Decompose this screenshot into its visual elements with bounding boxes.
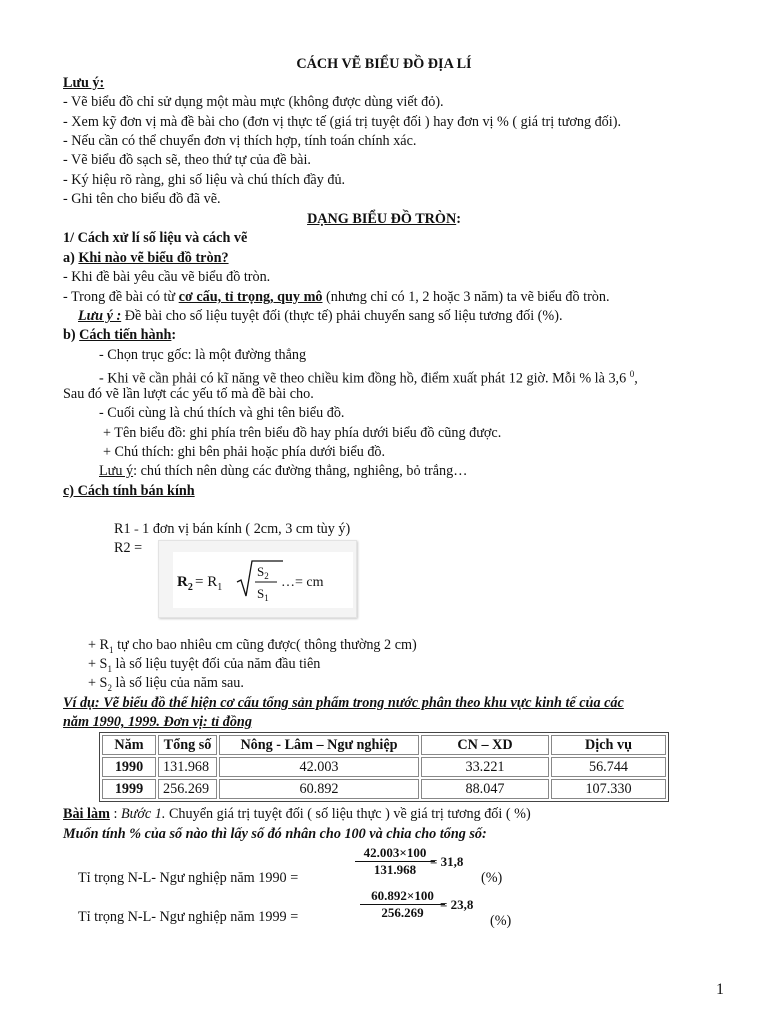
s2-note: + $S_2$ là số liệu của năm sau. — [88, 675, 244, 693]
table-header-row — [102, 735, 666, 755]
page-number: 1 — [716, 981, 724, 998]
calc-1990-fraction — [355, 845, 435, 878]
calc-1990-label: Tỉ trọng N-L- Ngư nghiệp năm 1990 = — [78, 870, 299, 886]
table-cell: 107.330 — [551, 779, 666, 799]
r2-label: R2 = — [114, 540, 143, 556]
table-header-cell: Năm — [102, 735, 156, 755]
calc-1990-unit: (%) — [481, 870, 503, 886]
part1-title: 1/ Cách xử lí số liệu và cách vẽ — [63, 230, 248, 246]
calc-1999-result: = 23,8 — [440, 897, 474, 912]
calc-1999-unit: (%) — [490, 913, 512, 929]
note-line: - Vẽ biểu đồ chỉ sử dụng một màu mực (không được dùng viết đỏ). — [63, 94, 444, 110]
note-line: - Nếu cần có thể chuyển đơn vị thích hợp, tính toán chính xác. — [63, 133, 417, 149]
radius-formula — [173, 552, 353, 608]
table-cell: 1990 — [102, 757, 156, 777]
solution-step: Bài làm : Bước 1. Chuyển giá trị tuyệt đối ( số liệu thực ) về giá trị tương đối ( %) — [63, 806, 531, 822]
example-line: Ví dụ: Vẽ biểu đồ thể hiện cơ cấu tổng sản phẩm trong nước phân theo khu vực kinh tế của các — [63, 695, 624, 711]
calc-1999-numerator: 60.892×100 — [360, 888, 445, 905]
part-a-line: - Khi đề bài yêu cầu vẽ biểu đồ tròn. — [63, 269, 271, 285]
table-cell: 33.221 — [421, 757, 549, 777]
note-line: - Vẽ biểu đồ sạch sẽ, theo thứ tự của đề bài. — [63, 152, 311, 168]
table-header-cell: Dịch vụ — [551, 735, 666, 755]
table-header-cell: Nông - Lâm – Ngư nghiệp — [219, 735, 419, 755]
calc-1990-numerator: 42.003×100 — [355, 845, 435, 862]
part-b-line: - Khi vẽ cần phải có kĩ năng vẽ theo chiều kim đồng hồ, điểm xuất phát 12 giờ. Mỗi % là 3,6 $^0$, — [99, 369, 638, 387]
page-title: CÁCH VẼ BIỂU ĐỒ ĐỊA LÍ — [296, 56, 472, 72]
part-a-note: Lưu ý : Đề bài cho số liệu tuyệt đối (thực tế) phải chuyển sang số liệu tương đối (%). — [78, 308, 563, 324]
section-title: DẠNG BIỂU ĐỒ TRÒN: — [307, 211, 461, 227]
table-row — [102, 757, 666, 777]
svg-text:= R1: = $R_1$ — [195, 574, 223, 593]
table-cell: 131.968 — [158, 757, 217, 777]
gdp-table — [99, 732, 669, 802]
table-cell: 56.744 — [551, 757, 666, 777]
part-b-line: Sau đó vẽ lần lượt các yếu tố mà đề bài cho. — [63, 386, 314, 402]
svg-text:S1: $S_1$ — [257, 586, 269, 603]
example-line: năm 1990, 1999. Đơn vị: tỉ đồng — [63, 714, 252, 730]
table-header-cell: Tổng số — [158, 735, 217, 755]
radius-formula-image — [158, 540, 357, 618]
calc-1999-fraction — [360, 888, 445, 921]
part-a-line: - Trong đề bài có từ cơ cấu, tỉ trọng, quy mô (nhưng chỉ có 1, 2 hoặc 3 năm) ta vẽ biểu đồ tròn. — [63, 289, 610, 305]
luu-y-heading: Lưu ý: — [63, 75, 105, 91]
table-row — [102, 779, 666, 799]
svg-text:S2: $S_2$ — [257, 564, 269, 581]
solution-rule: Muốn tính % của số nào thì lấy số đó nhân cho 100 và chia cho tổng số: — [63, 826, 487, 842]
note-line: - Xem kỹ đơn vị mà đề bài cho (đơn vị thực tế (giá trị tuyệt đối ) hay đơn vị % ( giá trị tương đối). — [63, 114, 621, 130]
part-c-heading: c) Cách tính bán kính — [63, 483, 195, 499]
table-cell: 42.003 — [219, 757, 419, 777]
part-b-line: - Cuối cùng là chú thích và ghi tên biểu đồ. — [99, 405, 345, 421]
table-cell: 1999 — [102, 779, 156, 799]
calc-1999-denominator: 256.269 — [381, 905, 424, 920]
note-line: - Ký hiệu rõ ràng, ghi số liệu và chú thích đầy đủ. — [63, 172, 346, 188]
note-line: - Ghi tên cho biểu đồ đã vẽ. — [63, 191, 221, 207]
svg-text:R2: $R_2$ — [177, 574, 193, 593]
part-b-heading: b) Cách tiến hành: — [63, 327, 177, 343]
r1-definition: R1 = 1 đơn vị bán kính ( 2cm, 3 cm tùy ý) — [114, 521, 351, 537]
table-cell: 88.047 — [421, 779, 549, 799]
calc-1990-result: = 31,8 — [430, 854, 464, 869]
s1-note: + $S_1$ là số liệu tuyệt đối của năm đầu tiên — [88, 656, 321, 674]
part-b-note: Lưu ý: chú thích nên dùng các đường thẳng, nghiêng, bỏ trắng… — [99, 463, 468, 479]
part-b-line: + Tên biểu đồ: ghi phía trên biểu đồ hay phía dưới biểu đồ cũng được. — [103, 425, 502, 441]
svg-text:…= cm: …= cm — [281, 575, 324, 590]
part-b-line: + Chú thích: ghi bên phải hoặc phía dưới biểu đồ. — [103, 444, 386, 460]
table-header-cell: CN – XD — [421, 735, 549, 755]
table-cell: 60.892 — [219, 779, 419, 799]
part-b-line: - Chọn trục gốc: là một đường thẳng — [99, 347, 307, 363]
r1-note: + $R_1$ tự cho bao nhiêu cm cũng được( thông thường 2 cm) — [88, 637, 417, 655]
calc-1999-label: Tỉ trọng N-L- Ngư nghiệp năm 1999 = — [78, 909, 299, 925]
table-cell: 256.269 — [158, 779, 217, 799]
calc-1990-denominator: 131.968 — [373, 862, 417, 877]
part-a-heading: a) Khi nào vẽ biểu đồ tròn? — [63, 250, 229, 266]
